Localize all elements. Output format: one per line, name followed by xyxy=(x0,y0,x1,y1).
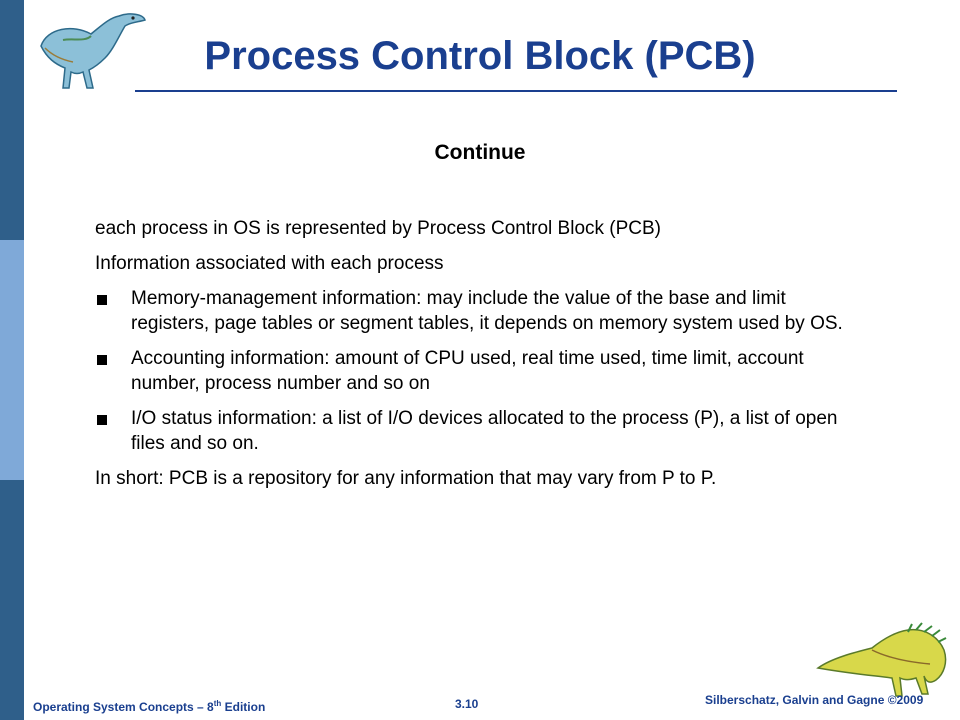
bullet-text: I/O status information: a list of I/O devices allocated to the process (P), a list of open files and so on. xyxy=(131,408,838,454)
square-bullet-icon xyxy=(97,415,107,425)
footer-copyright: Silberschatz, Galvin and Gagne ©2009 xyxy=(705,693,924,707)
slide-subtitle: Continue xyxy=(434,141,526,164)
footer-book-sup: th xyxy=(213,699,222,708)
square-bullet-icon xyxy=(97,355,107,365)
slide-title: Process Control Block (PCB) xyxy=(204,34,756,78)
footer-book-title xyxy=(33,699,265,714)
intro-line-2: Information associated with each process xyxy=(95,253,444,274)
sidebar-segment-top xyxy=(0,0,24,240)
list-item xyxy=(95,346,845,396)
dinosaur-icon xyxy=(812,618,954,702)
sidebar-segment-bottom xyxy=(0,480,24,720)
footer-book-prefix: Operating System Concepts – 8 xyxy=(33,700,214,714)
title-underline xyxy=(135,90,897,92)
sidebar-segment-middle xyxy=(0,240,24,480)
slide-body xyxy=(95,216,845,501)
bullet-text: Memory-management information: may include the value of the base and limit registers, page tables or segment tables, it depends on memory system used by OS. xyxy=(131,288,843,334)
summary-line: In short: PCB is a repository for any information that may vary from P to P. xyxy=(95,468,717,489)
bullet-text: Accounting information: amount of CPU used, real time used, time limit, account number, process number and so on xyxy=(131,348,804,394)
dinosaur-icon xyxy=(33,6,151,92)
list-item xyxy=(95,286,845,336)
list-item xyxy=(95,406,845,456)
square-bullet-icon xyxy=(97,295,107,305)
footer-book-suffix: Edition xyxy=(221,700,266,714)
sidebar-stripe xyxy=(0,0,24,720)
intro-line-1: each process in OS is represented by Process Control Block (PCB) xyxy=(95,218,662,239)
footer-page-number: 3.10 xyxy=(455,697,479,711)
bullet-list xyxy=(95,286,845,456)
